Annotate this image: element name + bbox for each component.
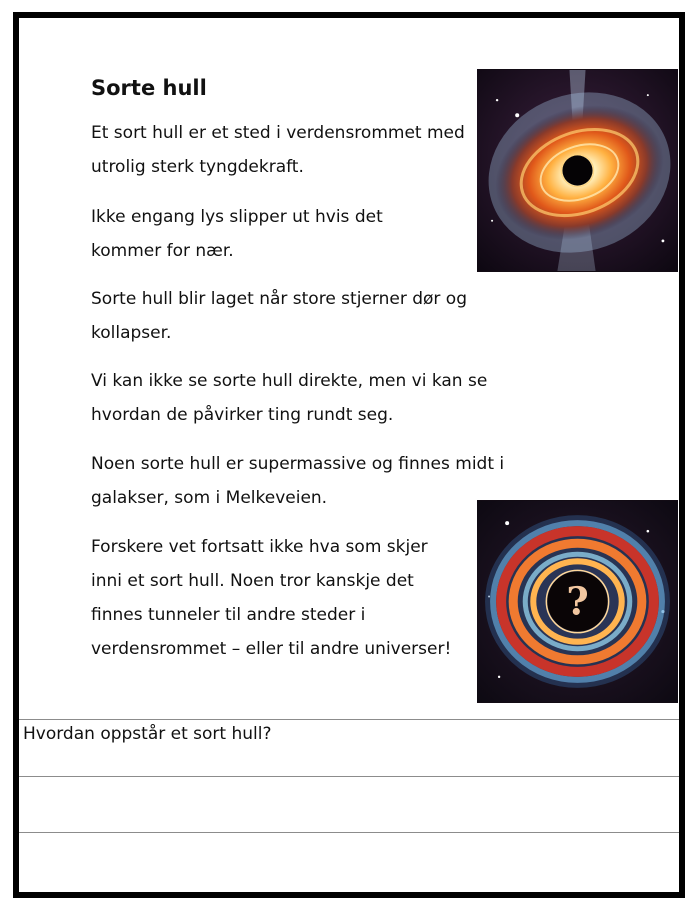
page-title: Sorte hull [91, 76, 207, 100]
paragraph-2: Ikke engang lys slipper ut hvis det kommer for nær. [91, 207, 383, 261]
paragraph-4: Vi kan ikke se sorte hull direkte, men vi kan se hvordan de påvirker ting rundt seg. [91, 371, 488, 425]
worksheet-page [13, 12, 685, 898]
paragraph-3: Sorte hull blir laget når store stjerner dør og kollapser. [91, 289, 467, 343]
black-hole-illustration [477, 69, 678, 272]
answer-line-2[interactable] [19, 832, 679, 833]
paragraph-5: Noen sorte hull er supermassive og finnes midt i galakser, som i Melkeveien. [91, 454, 505, 508]
paragraph-6: Forskere vet fortsatt ikke hva som skjer inni et sort hull. Noen tror kanskje det finnes tunneler til andre steder i verdensrommet – eller til andre universer! [91, 537, 452, 659]
question-text: Hvordan oppstår et sort hull? [23, 724, 272, 744]
mystery-illustration [477, 500, 678, 703]
question-divider [19, 719, 679, 720]
paragraph-1: Et sort hull er et sted i verdensrommet med utrolig sterk tyngdekraft. [91, 123, 465, 177]
answer-line-1[interactable] [19, 776, 679, 777]
question-mark-icon: ? [566, 579, 589, 625]
